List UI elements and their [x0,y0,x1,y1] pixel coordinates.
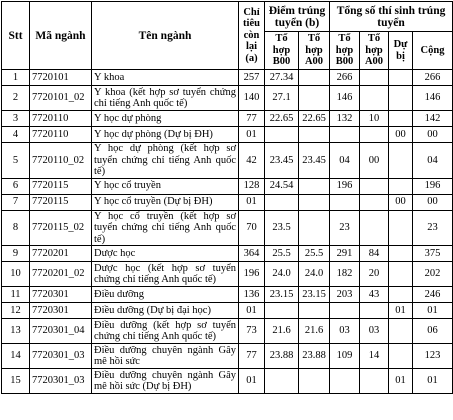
cell-stt: 12 [2,303,30,319]
cell-cong: 00 [413,127,453,143]
cell-ten-nganh: Y học cổ truyền (kết hợp sơ tuyển chứng chỉ tiếng Anh quốc tế) [92,210,239,246]
cell-cong: 266 [413,70,453,86]
header-stt: Stt [2,2,30,70]
table-row [2,246,453,262]
cell-ten-nganh: Điều dưỡng [92,287,239,303]
cell-so-b00: 266 [330,70,360,86]
cell-so-a00: 03 [360,319,389,344]
cell-ten-nganh: Y học dự phòng (Dự bị ĐH) [92,127,239,143]
cell-chi-tieu: 257 [239,70,265,86]
cell-diem-b00: 21.6 [265,319,299,344]
cell-diem-a00: 23.88 [299,344,330,369]
cell-chi-tieu: 73 [239,319,265,344]
cell-chi-tieu: 196 [239,262,265,287]
cell-cong: 01 [413,303,453,319]
header-diem-b00: Tổ hợp B00 [265,32,299,70]
cell-ma-nganh: 7720115_02 [30,210,92,246]
cell-so-a00: 43 [360,287,389,303]
cell-cong: 246 [413,287,453,303]
cell-stt: 4 [2,127,30,143]
cell-du-bi [389,287,413,303]
cell-stt: 14 [2,344,30,369]
cell-cong: 196 [413,178,453,194]
cell-so-a00: 00 [360,143,389,179]
cell-ten-nganh: Dược học [92,246,239,262]
table-row [2,86,453,111]
cell-du-bi: 00 [389,194,413,210]
cell-cong: 23 [413,210,453,246]
cell-ma-nganh: 7720115 [30,178,92,194]
cell-stt: 2 [2,86,30,111]
cell-so-b00: 04 [330,143,360,179]
cell-so-b00: 291 [330,246,360,262]
cell-diem-b00: 23.45 [265,143,299,179]
cell-ten-nganh: Điều dưỡng chuyên ngành Gây mê hồi sức [92,344,239,369]
cell-stt: 10 [2,262,30,287]
table-row [2,303,453,319]
cell-chi-tieu: 01 [239,194,265,210]
cell-so-b00 [330,369,360,394]
cell-du-bi [389,111,413,127]
cell-so-b00 [330,194,360,210]
cell-stt: 7 [2,194,30,210]
cell-so-b00: 132 [330,111,360,127]
cell-chi-tieu: 01 [239,303,265,319]
cell-diem-a00: 22.65 [299,111,330,127]
table-row [2,70,453,86]
cell-ma-nganh: 7720301_03 [30,369,92,394]
cell-so-b00: 196 [330,178,360,194]
cell-stt: 5 [2,143,30,179]
cell-chi-tieu: 77 [239,111,265,127]
cell-cong: 00 [413,194,453,210]
cell-diem-a00: 23.45 [299,143,330,179]
table-row [2,319,453,344]
cell-diem-a00: 21.6 [299,319,330,344]
cell-cong: 375 [413,246,453,262]
table-row [2,262,453,287]
header-cong: Cộng [413,32,453,70]
cell-diem-a00: 23.15 [299,287,330,303]
cell-ma-nganh: 7720301_04 [30,319,92,344]
cell-cong: 202 [413,262,453,287]
table-row [2,111,453,127]
cell-du-bi [389,178,413,194]
cell-diem-b00: 23.15 [265,287,299,303]
header-diem-a00: Tổ hợp A00 [299,32,330,70]
table-row [2,127,453,143]
header-so-b00: Tổ hợp B00 [330,32,360,70]
cell-so-a00 [360,303,389,319]
cell-chi-tieu: 01 [239,369,265,394]
cell-cong: 142 [413,111,453,127]
cell-ten-nganh: Y học dự phòng [92,111,239,127]
cell-stt: 15 [2,369,30,394]
table-row [2,287,453,303]
table-row [2,143,453,179]
cell-diem-a00 [299,303,330,319]
cell-so-a00 [360,86,389,111]
cell-diem-b00: 27.1 [265,86,299,111]
cell-diem-b00 [265,369,299,394]
cell-so-b00 [330,303,360,319]
cell-ten-nganh: Dược học (kết hợp sơ tuyển chứng chỉ tiếng Anh quốc tế) [92,262,239,287]
cell-so-a00 [360,194,389,210]
cell-so-a00: 20 [360,262,389,287]
cell-so-b00: 23 [330,210,360,246]
cell-ma-nganh: 7720110_02 [30,143,92,179]
cell-ma-nganh: 7720301 [30,287,92,303]
cell-diem-a00 [299,369,330,394]
table-row [2,194,453,210]
cell-cong: 01 [413,369,453,394]
cell-diem-a00 [299,178,330,194]
header-so-a00: Tổ hợp A00 [360,32,389,70]
cell-so-b00: 146 [330,86,360,111]
cell-stt: 8 [2,210,30,246]
cell-so-b00: 203 [330,287,360,303]
cell-diem-b00: 27.34 [265,70,299,86]
cell-cong: 123 [413,344,453,369]
cell-ten-nganh: Y khoa [92,70,239,86]
cell-so-a00 [360,178,389,194]
cell-du-bi [389,86,413,111]
cell-ma-nganh: 7720201_02 [30,262,92,287]
cell-du-bi: 00 [389,127,413,143]
cell-du-bi [389,319,413,344]
table-row [2,210,453,246]
cell-ten-nganh: Điều dưỡng chuyên ngành Gây mê hồi sức (Dự bị ĐH) [92,369,239,394]
cell-diem-b00: 24.0 [265,262,299,287]
cell-so-a00: 14 [360,344,389,369]
header-du-bi: Dự bị [389,32,413,70]
cell-ten-nganh: Y học dự phòng (kết hợp sơ tuyển chứng chỉ tiếng Anh quốc tế) [92,143,239,179]
cell-diem-a00: 24.0 [299,262,330,287]
cell-diem-b00: 23.5 [265,210,299,246]
cell-stt: 9 [2,246,30,262]
cell-ma-nganh: 7720110 [30,111,92,127]
cell-diem-a00 [299,86,330,111]
cell-ma-nganh: 7720101 [30,70,92,86]
cell-chi-tieu: 128 [239,178,265,194]
cell-so-a00: 10 [360,111,389,127]
cell-diem-b00: 23.88 [265,344,299,369]
table-row [2,344,453,369]
cell-so-a00 [360,127,389,143]
cell-stt: 1 [2,70,30,86]
cell-du-bi [389,70,413,86]
table-body [2,70,453,394]
cell-so-a00 [360,70,389,86]
header-diem-trung-tuyen: Điểm trúng tuyển (b) [265,2,330,32]
cell-stt: 6 [2,178,30,194]
cell-du-bi: 01 [389,303,413,319]
cell-diem-a00 [299,210,330,246]
cell-so-b00: 03 [330,319,360,344]
cell-so-a00: 84 [360,246,389,262]
cell-diem-a00 [299,70,330,86]
cell-stt: 3 [2,111,30,127]
cell-du-bi [389,344,413,369]
cell-du-bi [389,246,413,262]
cell-du-bi [389,210,413,246]
cell-chi-tieu: 77 [239,344,265,369]
cell-ten-nganh: Y học cổ truyền [92,178,239,194]
cell-ma-nganh: 7720115 [30,194,92,210]
cell-du-bi [389,262,413,287]
cell-chi-tieu: 70 [239,210,265,246]
cell-chi-tieu: 42 [239,143,265,179]
cell-ten-nganh: Điều dưỡng (Dự bị đại học) [92,303,239,319]
cell-ten-nganh: Điều dưỡng (kết hợp sơ tuyển chứng chỉ tiếng Anh quốc tế) [92,319,239,344]
cell-chi-tieu: 140 [239,86,265,111]
cell-stt: 11 [2,287,30,303]
cell-ma-nganh: 7720301 [30,303,92,319]
header-ten-nganh: Tên ngành [92,2,239,70]
cell-ten-nganh: Y học cổ truyền (Dự bị ĐH) [92,194,239,210]
cell-stt: 13 [2,319,30,344]
cell-so-b00 [330,127,360,143]
header-tong-so: Tổng số thí sinh trúng tuyển [330,2,453,32]
table-row [2,178,453,194]
cell-so-a00 [360,369,389,394]
cell-so-a00 [360,210,389,246]
cell-diem-a00 [299,127,330,143]
cell-ten-nganh: Y khoa (kết hợp sơ tuyển chứng chỉ tiếng Anh quốc tế) [92,86,239,111]
cell-diem-b00 [265,194,299,210]
admission-results-table [1,1,453,394]
cell-chi-tieu: 01 [239,127,265,143]
table-header [2,2,453,70]
cell-diem-b00: 25.5 [265,246,299,262]
cell-diem-a00 [299,194,330,210]
cell-chi-tieu: 136 [239,287,265,303]
cell-so-b00: 109 [330,344,360,369]
cell-ma-nganh: 7720101_02 [30,86,92,111]
cell-diem-b00: 22.65 [265,111,299,127]
cell-du-bi [389,143,413,179]
cell-diem-a00: 25.5 [299,246,330,262]
cell-cong: 146 [413,86,453,111]
cell-diem-b00 [265,303,299,319]
cell-ma-nganh: 7720201 [30,246,92,262]
header-ma-nganh: Mã ngành [30,2,92,70]
cell-ma-nganh: 7720110 [30,127,92,143]
cell-so-b00: 182 [330,262,360,287]
cell-diem-b00: 24.54 [265,178,299,194]
cell-du-bi: 01 [389,369,413,394]
cell-chi-tieu: 364 [239,246,265,262]
header-chi-tieu: Chỉ tiêu còn lại (a) [239,2,265,70]
cell-cong: 04 [413,143,453,179]
cell-diem-b00 [265,127,299,143]
cell-cong: 06 [413,319,453,344]
table-row [2,369,453,394]
cell-ma-nganh: 7720301_03 [30,344,92,369]
